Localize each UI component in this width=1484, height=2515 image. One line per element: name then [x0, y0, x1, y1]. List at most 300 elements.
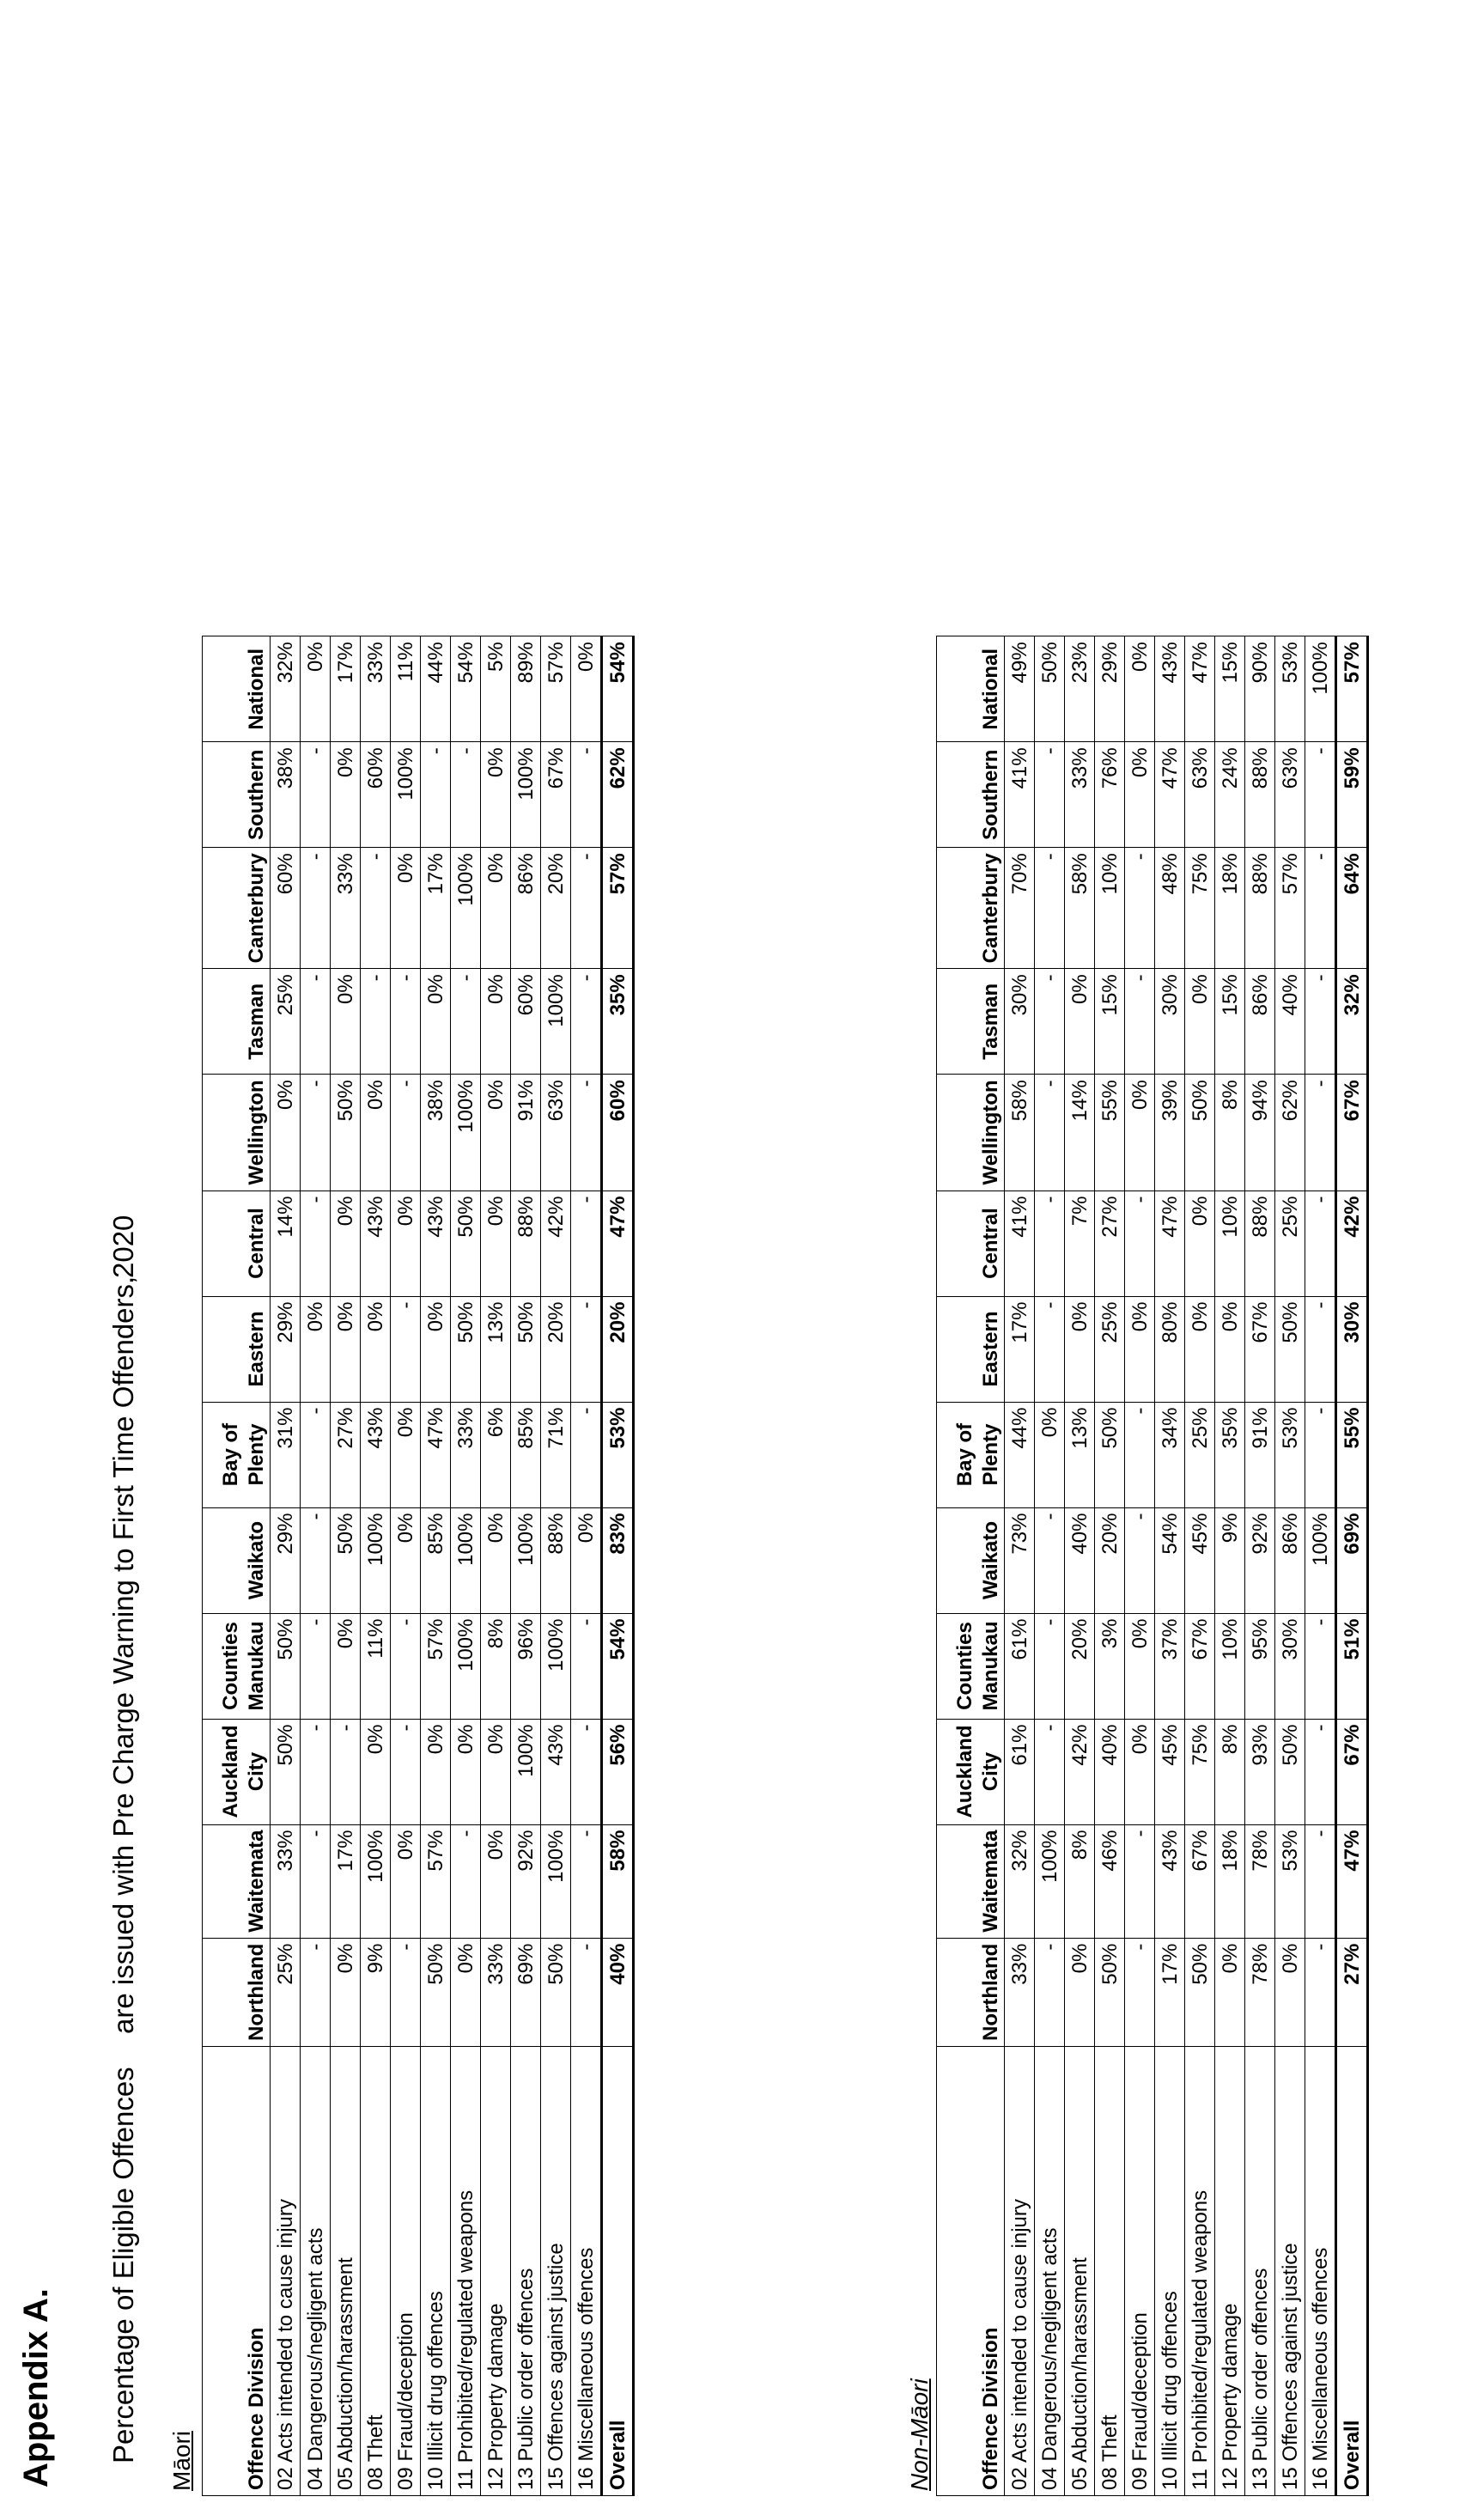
table-row [421, 636, 451, 2496]
value-cell-counties-manukau: 67% [1185, 1613, 1215, 1719]
value-cell-eastern: 0% [1215, 1296, 1245, 1402]
value-cell-northland: 27% [1336, 1938, 1368, 2046]
value-cell-waikato: 100% [451, 1507, 481, 1613]
value-cell-national: 0% [571, 636, 602, 742]
overall-row [1336, 636, 1368, 2496]
column-header-bay-of-plenty: Bay of Plenty [937, 1402, 1005, 1507]
value-cell-bay-of-plenty: 0% [1035, 1402, 1065, 1507]
table-row [511, 636, 541, 2496]
value-cell-southern: 41% [1005, 742, 1035, 848]
value-cell-canterbury: - [1305, 848, 1336, 969]
value-cell-counties-manukau: - [1035, 1613, 1065, 1719]
value-cell-counties-manukau: 30% [1275, 1613, 1305, 1719]
value-cell-canterbury: 57% [1275, 848, 1305, 969]
value-cell-national: 57% [1336, 636, 1368, 742]
offence-division-cell: 11 Prohibited/regulated weapons [451, 2047, 481, 2496]
value-cell-canterbury: 48% [1155, 848, 1185, 969]
table-header-row [203, 636, 271, 2496]
value-cell-southern: 59% [1336, 742, 1368, 848]
value-cell-eastern: 0% [1065, 1296, 1095, 1402]
value-cell-central: 42% [541, 1191, 571, 1296]
value-cell-northland: 40% [602, 1938, 634, 2046]
value-cell-canterbury: 0% [391, 848, 421, 969]
value-cell-tasman: - [571, 969, 602, 1075]
appendix-title: Appendix A. [17, 2288, 55, 2488]
value-cell-eastern: 29% [271, 1296, 301, 1402]
value-cell-bay-of-plenty: 0% [391, 1402, 421, 1507]
value-cell-waitemata: 47% [1336, 1824, 1368, 1938]
value-cell-canterbury: 64% [1336, 848, 1368, 969]
value-cell-waikato: 100% [361, 1507, 391, 1613]
value-cell-southern: 0% [1125, 742, 1155, 848]
value-cell-wellington: 14% [1065, 1075, 1095, 1191]
value-cell-national: 5% [481, 636, 511, 742]
value-cell-northland: - [1035, 1938, 1065, 2046]
value-cell-waitemata: 100% [361, 1824, 391, 1938]
value-cell-northland: 50% [1185, 1938, 1215, 2046]
value-cell-wellington: 0% [361, 1075, 391, 1191]
value-cell-counties-manukau: 11% [361, 1613, 391, 1719]
offence-division-cell: 16 Miscellaneous offences [571, 2047, 602, 2496]
value-cell-canterbury: - [361, 848, 391, 969]
value-cell-central: 0% [481, 1191, 511, 1296]
value-cell-tasman: - [1305, 969, 1336, 1075]
value-cell-northland: 50% [421, 1938, 451, 2046]
value-cell-auckland-city: 8% [1215, 1719, 1245, 1824]
column-header-tasman: Tasman [203, 969, 271, 1075]
value-cell-waitemata: 32% [1005, 1824, 1035, 1938]
value-cell-national: 50% [1035, 636, 1065, 742]
offence-division-cell: 09 Fraud/deception [391, 2047, 421, 2496]
table-row [481, 636, 511, 2496]
table-row [1215, 636, 1245, 2496]
non-maori-table-label: Non-Māori [906, 2378, 933, 2491]
value-cell-counties-manukau: 20% [1065, 1613, 1095, 1719]
value-cell-southern: 100% [511, 742, 541, 848]
value-cell-bay-of-plenty: 31% [271, 1402, 301, 1507]
value-cell-bay-of-plenty: 47% [421, 1402, 451, 1507]
value-cell-central: 0% [1185, 1191, 1215, 1296]
value-cell-waitemata: - [1305, 1824, 1336, 1938]
value-cell-waitemata: - [1125, 1824, 1155, 1938]
value-cell-central: - [301, 1191, 331, 1296]
value-cell-bay-of-plenty: 91% [1245, 1402, 1275, 1507]
offence-division-cell: 10 Illicit drug offences [421, 2047, 451, 2496]
column-header-central: Central [203, 1191, 271, 1296]
value-cell-tasman: - [391, 969, 421, 1075]
value-cell-central: 43% [421, 1191, 451, 1296]
value-cell-canterbury: - [301, 848, 331, 969]
value-cell-counties-manukau: 57% [421, 1613, 451, 1719]
column-header-waitemata: Waitemata [203, 1824, 271, 1938]
value-cell-eastern: 50% [451, 1296, 481, 1402]
value-cell-waitemata: - [451, 1824, 481, 1938]
value-cell-tasman: 0% [421, 969, 451, 1075]
table-row [301, 636, 331, 2496]
value-cell-canterbury: - [571, 848, 602, 969]
value-cell-eastern: 20% [541, 1296, 571, 1402]
value-cell-auckland-city: 0% [361, 1719, 391, 1824]
offence-division-cell: 10 Illicit drug offences [1155, 2047, 1185, 2496]
column-header-waikato: Waikato [203, 1507, 271, 1613]
value-cell-eastern: 0% [1185, 1296, 1215, 1402]
value-cell-waitemata: 57% [421, 1824, 451, 1938]
value-cell-central: 88% [511, 1191, 541, 1296]
value-cell-canterbury: 33% [331, 848, 361, 969]
value-cell-wellington: 91% [511, 1075, 541, 1191]
value-cell-eastern: 50% [1275, 1296, 1305, 1402]
value-cell-counties-manukau: 8% [481, 1613, 511, 1719]
value-cell-auckland-city: 0% [451, 1719, 481, 1824]
table-row [1155, 636, 1185, 2496]
offence-division-cell: 05 Abduction/harassment [1065, 2047, 1095, 2496]
value-cell-eastern: 13% [481, 1296, 511, 1402]
value-cell-wellington: 0% [1125, 1075, 1155, 1191]
value-cell-central: - [1125, 1191, 1155, 1296]
offence-division-cell: 15 Offences against justice [541, 2047, 571, 2496]
value-cell-national: 44% [421, 636, 451, 742]
value-cell-southern: 33% [1065, 742, 1095, 848]
value-cell-wellington: - [1305, 1075, 1336, 1191]
value-cell-eastern: - [1035, 1296, 1065, 1402]
value-cell-central: 47% [1155, 1191, 1185, 1296]
value-cell-counties-manukau: 0% [331, 1613, 361, 1719]
column-header-offence-division: Offence Division [203, 2047, 271, 2496]
value-cell-national: 89% [511, 636, 541, 742]
table-row [451, 636, 481, 2496]
value-cell-wellington: 38% [421, 1075, 451, 1191]
table-row [1095, 636, 1125, 2496]
value-cell-auckland-city: 43% [541, 1719, 571, 1824]
value-cell-southern: 62% [602, 742, 634, 848]
column-header-canterbury: Canterbury [937, 848, 1005, 969]
offence-division-cell: 08 Theft [1095, 2047, 1125, 2496]
value-cell-waitemata: 78% [1245, 1824, 1275, 1938]
value-cell-waikato: 92% [1245, 1507, 1275, 1613]
value-cell-waikato: 100% [511, 1507, 541, 1613]
value-cell-southern: 67% [541, 742, 571, 848]
value-cell-northland: 50% [541, 1938, 571, 2046]
value-cell-waikato: 100% [1305, 1507, 1336, 1613]
value-cell-northland: - [571, 1938, 602, 2046]
column-header-auckland-city: Auckland City [937, 1719, 1005, 1824]
value-cell-northland: 9% [361, 1938, 391, 2046]
column-header-central: Central [937, 1191, 1005, 1296]
value-cell-bay-of-plenty: 6% [481, 1402, 511, 1507]
value-cell-auckland-city: - [571, 1719, 602, 1824]
value-cell-national: 49% [1005, 636, 1035, 742]
subtitle-part-1: Percentage of Eligible Offences [107, 2067, 139, 2463]
value-cell-waikato: 83% [602, 1507, 634, 1613]
offence-division-cell: 11 Prohibited/regulated weapons [1185, 2047, 1215, 2496]
column-header-southern: Southern [203, 742, 271, 848]
value-cell-auckland-city: 45% [1155, 1719, 1185, 1824]
column-header-waikato: Waikato [937, 1507, 1005, 1613]
value-cell-waikato: 54% [1155, 1507, 1185, 1613]
value-cell-waitemata: - [571, 1824, 602, 1938]
value-cell-auckland-city: 75% [1185, 1719, 1215, 1824]
value-cell-waikato: - [1035, 1507, 1065, 1613]
value-cell-bay-of-plenty: 27% [331, 1402, 361, 1507]
value-cell-waitemata: 53% [1275, 1824, 1305, 1938]
value-cell-tasman: 32% [1336, 969, 1368, 1075]
value-cell-national: 23% [1065, 636, 1095, 742]
offence-division-cell: 16 Miscellaneous offences [1305, 2047, 1336, 2496]
value-cell-counties-manukau: 3% [1095, 1613, 1125, 1719]
value-cell-tasman: - [1035, 969, 1065, 1075]
table-row [361, 636, 391, 2496]
value-cell-central: - [571, 1191, 602, 1296]
column-header-wellington: Wellington [203, 1075, 271, 1191]
offence-division-cell: 12 Property damage [481, 2047, 511, 2496]
value-cell-national: 29% [1095, 636, 1125, 742]
value-cell-national: 57% [541, 636, 571, 742]
table-row [1185, 636, 1215, 2496]
value-cell-tasman: 0% [481, 969, 511, 1075]
value-cell-wellington: - [391, 1075, 421, 1191]
value-cell-southern: 60% [361, 742, 391, 848]
value-cell-tasman: 60% [511, 969, 541, 1075]
value-cell-wellington: - [1035, 1075, 1065, 1191]
value-cell-southern: 100% [391, 742, 421, 848]
value-cell-tasman: 0% [331, 969, 361, 1075]
value-cell-wellington: 39% [1155, 1075, 1185, 1191]
value-cell-wellington: 50% [1185, 1075, 1215, 1191]
value-cell-waitemata: 18% [1215, 1824, 1245, 1938]
value-cell-canterbury: 57% [602, 848, 634, 969]
value-cell-tasman: 40% [1275, 969, 1305, 1075]
value-cell-bay-of-plenty: 44% [1005, 1402, 1035, 1507]
value-cell-southern: - [571, 742, 602, 848]
column-header-waitemata: Waitemata [937, 1824, 1005, 1938]
value-cell-counties-manukau: 54% [602, 1613, 634, 1719]
value-cell-waikato: 29% [271, 1507, 301, 1613]
value-cell-northland: 25% [271, 1938, 301, 2046]
value-cell-canterbury: 75% [1185, 848, 1215, 969]
value-cell-northland: 69% [511, 1938, 541, 2046]
value-cell-waikato: 0% [571, 1507, 602, 1613]
value-cell-wellington: 94% [1245, 1075, 1275, 1191]
value-cell-central: 50% [451, 1191, 481, 1296]
value-cell-northland: 33% [1005, 1938, 1035, 2046]
offence-division-cell: 13 Public order offences [511, 2047, 541, 2496]
value-cell-auckland-city: - [331, 1719, 361, 1824]
value-cell-tasman: 35% [602, 969, 634, 1075]
value-cell-canterbury: 70% [1005, 848, 1035, 969]
column-header-canterbury: Canterbury [203, 848, 271, 969]
value-cell-national: 32% [271, 636, 301, 742]
value-cell-northland: 17% [1155, 1938, 1185, 2046]
value-cell-northland: - [391, 1938, 421, 2046]
value-cell-waitemata: 58% [602, 1824, 634, 1938]
value-cell-central: 42% [1336, 1191, 1368, 1296]
value-cell-counties-manukau: 51% [1336, 1613, 1368, 1719]
value-cell-central: 10% [1215, 1191, 1245, 1296]
value-cell-eastern: - [391, 1296, 421, 1402]
table-row [571, 636, 602, 2496]
value-cell-southern: - [301, 742, 331, 848]
value-cell-waikato: 85% [421, 1507, 451, 1613]
value-cell-bay-of-plenty: 35% [1215, 1402, 1245, 1507]
value-cell-southern: 0% [481, 742, 511, 848]
value-cell-waitemata: 100% [1035, 1824, 1065, 1938]
value-cell-southern: - [451, 742, 481, 848]
value-cell-waitemata: 0% [481, 1824, 511, 1938]
value-cell-waitemata: 92% [511, 1824, 541, 1938]
column-header-counties-manukau: Counties Manukau [203, 1613, 271, 1719]
value-cell-wellington: 67% [1336, 1075, 1368, 1191]
value-cell-counties-manukau: 100% [451, 1613, 481, 1719]
value-cell-canterbury: 86% [511, 848, 541, 969]
value-cell-central: 7% [1065, 1191, 1095, 1296]
value-cell-waitemata: - [301, 1824, 331, 1938]
column-header-southern: Southern [937, 742, 1005, 848]
value-cell-eastern: 25% [1095, 1296, 1125, 1402]
value-cell-southern: 38% [271, 742, 301, 848]
table-row [1035, 636, 1065, 2496]
table-row [1305, 636, 1336, 2496]
table-header-row [937, 636, 1005, 2496]
value-cell-bay-of-plenty: - [301, 1402, 331, 1507]
value-cell-counties-manukau: 10% [1215, 1613, 1245, 1719]
value-cell-northland: 78% [1245, 1938, 1275, 2046]
value-cell-auckland-city: - [301, 1719, 331, 1824]
value-cell-waikato: 73% [1005, 1507, 1035, 1613]
value-cell-bay-of-plenty: 34% [1155, 1402, 1185, 1507]
value-cell-eastern: 0% [331, 1296, 361, 1402]
column-header-offence-division: Offence Division [937, 2047, 1005, 2496]
value-cell-national: 11% [391, 636, 421, 742]
table-row [391, 636, 421, 2496]
value-cell-eastern: - [571, 1296, 602, 1402]
value-cell-auckland-city: - [1035, 1719, 1065, 1824]
table-row [1125, 636, 1155, 2496]
column-header-northland: Northland [937, 1938, 1005, 2046]
offence-division-cell: 08 Theft [361, 2047, 391, 2496]
value-cell-eastern: 0% [361, 1296, 391, 1402]
table-row [1005, 636, 1035, 2496]
value-cell-waitemata: 46% [1095, 1824, 1125, 1938]
value-cell-northland: 33% [481, 1938, 511, 2046]
value-cell-auckland-city: 100% [511, 1719, 541, 1824]
value-cell-eastern: 0% [421, 1296, 451, 1402]
offence-division-cell: Overall [1336, 2047, 1368, 2496]
value-cell-counties-manukau: 96% [511, 1613, 541, 1719]
offence-division-cell: 04 Dangerous/negligent acts [1035, 2047, 1065, 2496]
value-cell-waitemata: 17% [331, 1824, 361, 1938]
value-cell-wellington: 100% [451, 1075, 481, 1191]
value-cell-eastern: 50% [511, 1296, 541, 1402]
column-header-wellington: Wellington [937, 1075, 1005, 1191]
value-cell-bay-of-plenty: 53% [602, 1402, 634, 1507]
value-cell-wellington: 55% [1095, 1075, 1125, 1191]
value-cell-central: 88% [1245, 1191, 1275, 1296]
column-header-eastern: Eastern [203, 1296, 271, 1402]
value-cell-national: 54% [451, 636, 481, 742]
value-cell-eastern: 17% [1005, 1296, 1035, 1402]
value-cell-tasman: 25% [271, 969, 301, 1075]
value-cell-auckland-city: - [391, 1719, 421, 1824]
value-cell-northland: 0% [331, 1938, 361, 2046]
value-cell-national: 90% [1245, 636, 1275, 742]
value-cell-waikato: - [301, 1507, 331, 1613]
value-cell-central: 43% [361, 1191, 391, 1296]
offence-division-cell: 02 Acts intended to cause injury [1005, 2047, 1035, 2496]
value-cell-wellington: 58% [1005, 1075, 1035, 1191]
value-cell-northland: - [301, 1938, 331, 2046]
value-cell-tasman: 30% [1005, 969, 1035, 1075]
value-cell-southern: 88% [1245, 742, 1275, 848]
value-cell-tasman: 15% [1215, 969, 1245, 1075]
value-cell-bay-of-plenty: 13% [1065, 1402, 1095, 1507]
value-cell-southern: 24% [1215, 742, 1245, 848]
value-cell-waikato: 0% [391, 1507, 421, 1613]
value-cell-auckland-city: 93% [1245, 1719, 1275, 1824]
value-cell-bay-of-plenty: 71% [541, 1402, 571, 1507]
value-cell-central: - [1305, 1191, 1336, 1296]
offence-division-cell: 12 Property damage [1215, 2047, 1245, 2496]
value-cell-bay-of-plenty: 25% [1185, 1402, 1215, 1507]
value-cell-canterbury: - [1125, 848, 1155, 969]
value-cell-canterbury: 0% [481, 848, 511, 969]
value-cell-auckland-city: 42% [1065, 1719, 1095, 1824]
value-cell-waikato: 40% [1065, 1507, 1095, 1613]
value-cell-canterbury: 100% [451, 848, 481, 969]
value-cell-waikato: - [1125, 1507, 1155, 1613]
value-cell-northland: 0% [1215, 1938, 1245, 2046]
value-cell-auckland-city: 50% [271, 1719, 301, 1824]
value-cell-canterbury: 88% [1245, 848, 1275, 969]
value-cell-northland: 50% [1095, 1938, 1125, 2046]
value-cell-counties-manukau: - [391, 1613, 421, 1719]
column-header-northland: Northland [203, 1938, 271, 2046]
value-cell-counties-manukau: 95% [1245, 1613, 1275, 1719]
value-cell-tasman: 86% [1245, 969, 1275, 1075]
value-cell-tasman: 15% [1095, 969, 1125, 1075]
column-header-tasman: Tasman [937, 969, 1005, 1075]
table-row [271, 636, 301, 2496]
value-cell-national: 54% [602, 636, 634, 742]
value-cell-bay-of-plenty: 33% [451, 1402, 481, 1507]
value-cell-wellington: 62% [1275, 1075, 1305, 1191]
value-cell-southern: 63% [1185, 742, 1215, 848]
value-cell-tasman: - [1125, 969, 1155, 1075]
value-cell-bay-of-plenty: - [1125, 1402, 1155, 1507]
value-cell-tasman: - [301, 969, 331, 1075]
column-header-eastern: Eastern [937, 1296, 1005, 1402]
value-cell-eastern: 20% [602, 1296, 634, 1402]
value-cell-bay-of-plenty: 43% [361, 1402, 391, 1507]
value-cell-counties-manukau: - [301, 1613, 331, 1719]
value-cell-canterbury: 60% [271, 848, 301, 969]
value-cell-central: 0% [331, 1191, 361, 1296]
value-cell-waikato: 9% [1215, 1507, 1245, 1613]
value-cell-tasman: 0% [1065, 969, 1095, 1075]
column-header-national: National [203, 636, 271, 742]
value-cell-central: - [1035, 1191, 1065, 1296]
non-maori-offences-table [936, 636, 1369, 2496]
value-cell-northland: 0% [451, 1938, 481, 2046]
value-cell-waikato: 69% [1336, 1507, 1368, 1613]
value-cell-national: 47% [1185, 636, 1215, 742]
value-cell-counties-manukau: 0% [1125, 1613, 1155, 1719]
value-cell-tasman: 0% [1185, 969, 1215, 1075]
value-cell-canterbury: 58% [1065, 848, 1095, 969]
column-header-auckland-city: Auckland City [203, 1719, 271, 1824]
value-cell-counties-manukau: - [571, 1613, 602, 1719]
table-row [331, 636, 361, 2496]
offence-division-cell: 02 Acts intended to cause injury [271, 2047, 301, 2496]
